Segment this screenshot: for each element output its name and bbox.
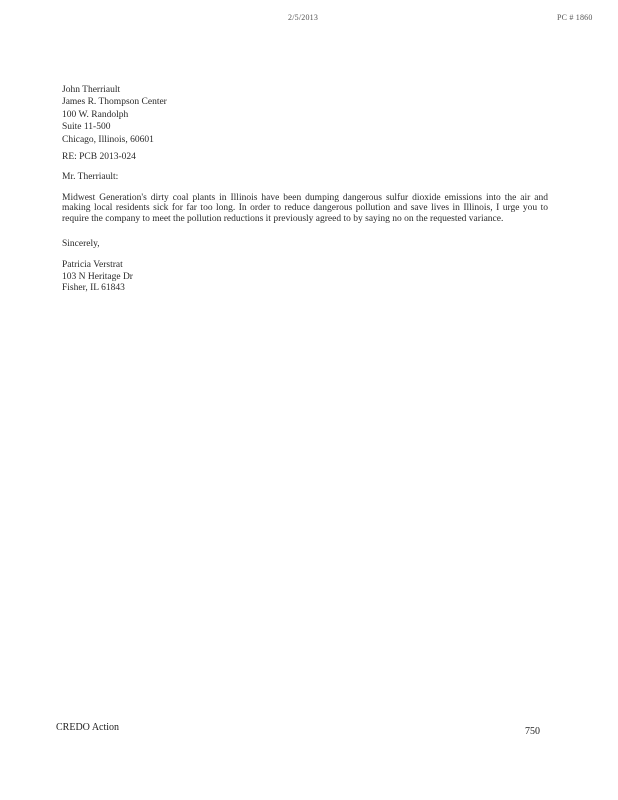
recipient-line: Chicago, Illinois, 60601: [62, 134, 154, 145]
letter-body: Midwest Generation's dirty coal plants in Illinois have been dumping dangerous sulfur dioxide emissions into the air and making local residents sick for far too long. In order to reduce dangerous pollution and save lives in Illinois, I urge you to require the company to meet the pollution reductions it previously agreed to by saying no on the requested variance.: [62, 193, 548, 224]
re-line: RE: PCB 2013-024: [62, 152, 136, 162]
recipient-line: John Therriault: [62, 85, 121, 95]
footer-page-number: 750: [525, 726, 540, 737]
salutation: Mr. Therriault:: [62, 172, 119, 182]
footer-organization: CREDO Action: [56, 722, 120, 733]
signature-block: [62, 260, 133, 295]
recipient-line: 100 W. Randolph: [62, 109, 129, 120]
recipient-address: [62, 84, 167, 146]
signature-line: 103 N Heritage Dr: [62, 271, 133, 282]
recipient-line: James R. Thompson Center: [62, 97, 167, 108]
recipient-line: Suite 11-500: [62, 122, 111, 133]
closing: Sincerely,: [62, 239, 100, 249]
signature-line: Patricia Verstrat: [62, 260, 123, 270]
header-date: 2/5/2013: [288, 13, 319, 22]
signature-line: Fisher, IL 61843: [62, 283, 125, 293]
header-pc-number: PC # 1860: [557, 13, 593, 22]
